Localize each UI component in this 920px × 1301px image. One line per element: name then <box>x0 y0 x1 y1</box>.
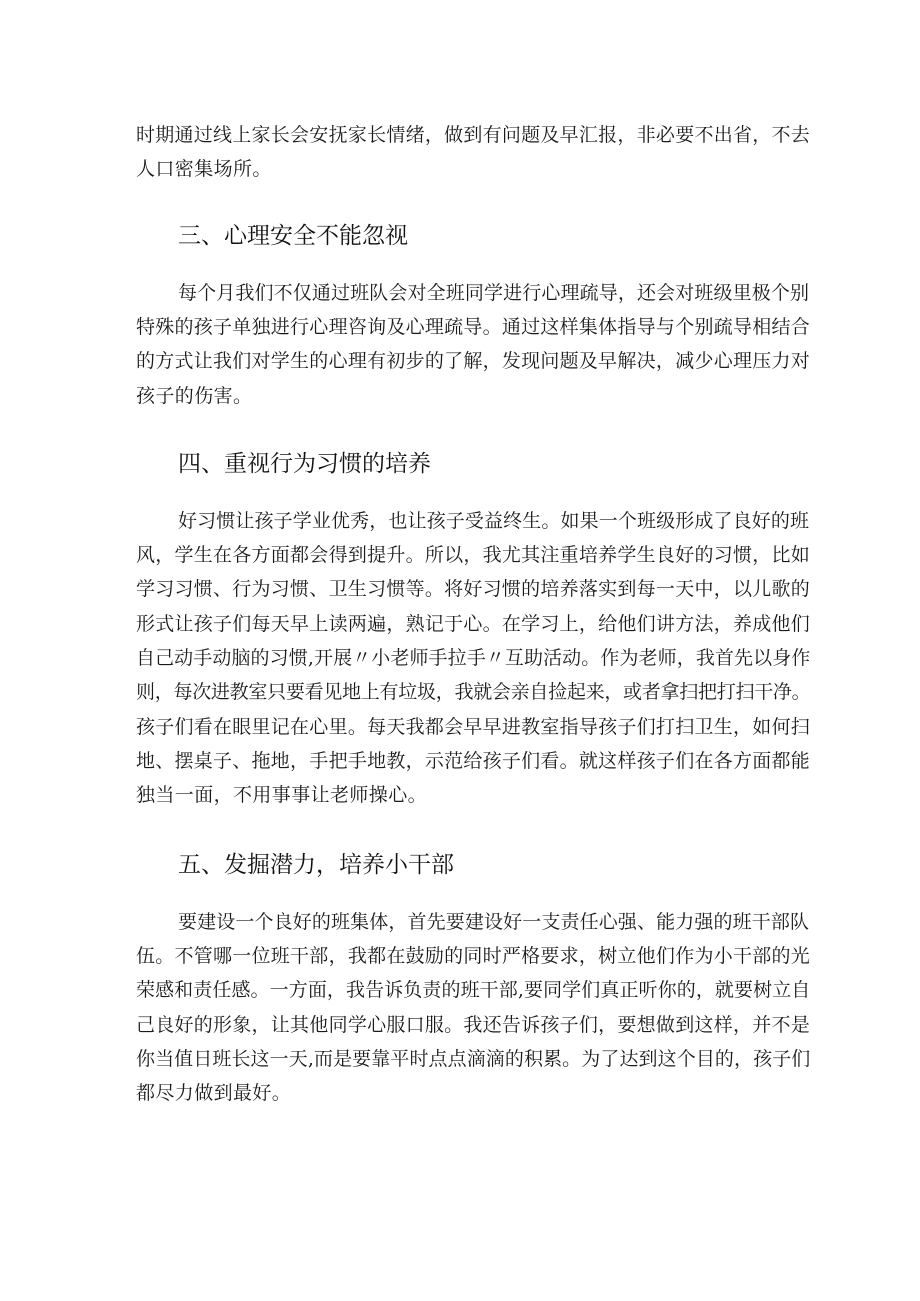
section-4-line: 好习惯让孩子学业优秀，也让孩子受益终生。如果一个班级形成了良好的班 <box>178 510 810 532</box>
section-5-line: 都尽力做到最好。 <box>136 1082 292 1104</box>
intro-line: 时期通过线上家长会安抚家长情绪，做到有问题及早汇报，非必要不出省，不去 <box>136 124 810 146</box>
section-3-line: 的方式让我们对学生的心理有初步的了解，发现问题及早解决，减少心理压力对 <box>136 350 810 372</box>
section-5-line: 己良好的形象，让其他同学心服口服。我还告诉孩子们，要想做到这样，并不是 <box>136 1014 810 1036</box>
section-5-line: 你当值日班长这一天,而是要靠平时点点滴滴的积累。为了达到这个目的，孩子们 <box>136 1048 811 1070</box>
section-3-line: 每个月我们不仅通过班队会对全班同学进行心理疏导，还会对班级里极个别 <box>178 282 810 304</box>
section-5-line: 荣感和责任感。一方面，我告诉负责的班干部,要同学们真正听你的，就要树立自 <box>136 979 811 1001</box>
section-4-line: 风，学生在各方面都会得到提升。所以，我尤其注重培养学生良好的习惯，比如 <box>136 544 810 566</box>
section-3-line: 特殊的孩子单独进行心理咨询及心理疏导。通过这样集体指导与个别疏导相结合 <box>136 316 810 338</box>
section-4-line: 自己动手动脑的习惯,开展〃小老师手拉手〃互助活动。作为老师，我首先以身作 <box>136 647 811 669</box>
section-4-line: 孩子们看在眼里记在心里。每天我都会早早进教室指导孩子们打扫卫生，如何扫 <box>136 716 810 738</box>
section-4-line: 则，每次进教室只要看见地上有垃圾，我就会亲自捡起来，或者拿扫把打扫干净。 <box>136 681 811 703</box>
section-5-line: 伍。不管哪一位班干部，我都在鼓励的同时严格要求，树立他们作为小干部的光 <box>136 945 810 967</box>
intro-line: 人口密集场所。 <box>136 158 272 180</box>
section-4-line: 形式让孩子们每天早上读两遍，熟记于心。在学习上，给他们讲方法，养成他们 <box>136 613 810 635</box>
section-3-line: 孩子的伤害。 <box>136 385 253 407</box>
section-5-line: 要建设一个良好的班集体，首先要建设好一支责任心强、能力强的班干部队 <box>178 911 810 933</box>
section-4-line: 学习习惯、行为习惯、卫生习惯等。将好习惯的培养落实到每一天中，以儿歌的 <box>136 578 810 600</box>
section-4-line: 地、摆桌子、拖地，手把手地教，示范给孩子们看。就这样孩子们在各方面都能 <box>136 750 810 772</box>
section-5-heading: 五、发掘潜力，培养小干部 <box>178 852 454 878</box>
section-4-heading: 四、重视行为习惯的培养 <box>178 451 431 477</box>
section-4-line: 独当一面，不用事事让老师操心。 <box>136 784 428 806</box>
section-3-heading: 三、心理安全不能忽视 <box>178 223 408 249</box>
